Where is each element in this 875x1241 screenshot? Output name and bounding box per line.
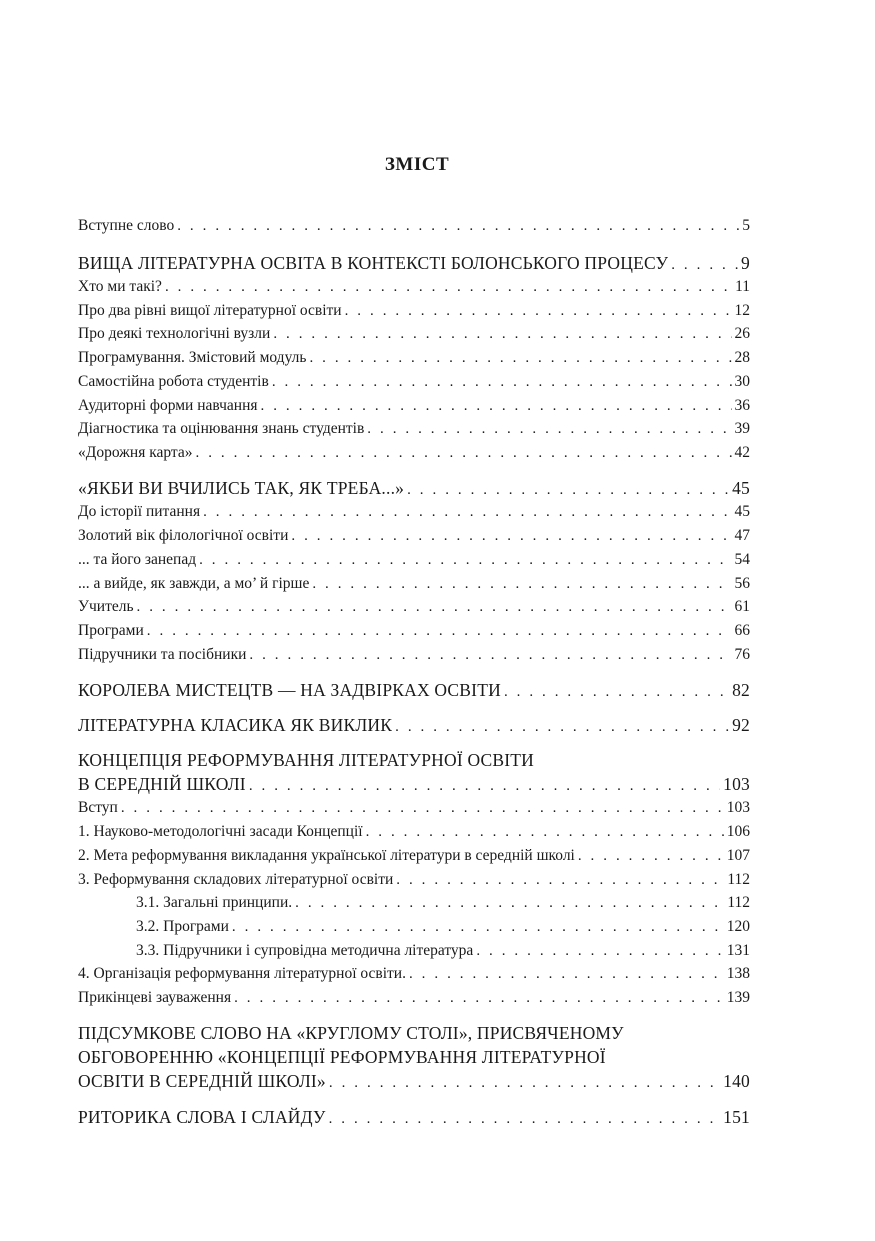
leader-dots (165, 277, 732, 297)
toc-entry[interactable] (78, 964, 750, 984)
section-title-line: ОБГОВОРЕННЮ «КОНЦЕПЦІЇ РЕФОРМУВАННЯ ЛІТЕРАТУРНОЇ (78, 1047, 606, 1067)
toc-entry[interactable] (78, 870, 750, 890)
entry-page: 9 (741, 253, 750, 273)
toc-entry[interactable] (78, 396, 750, 416)
entry-page: 28 (734, 349, 750, 366)
leader-dots (177, 216, 739, 236)
section-title: В СЕРЕДНІЙ ШКОЛІ (78, 774, 246, 794)
toc-entry[interactable] (78, 502, 750, 522)
section-title: ЛІТЕРАТУРНА КЛАСИКА ЯК ВИКЛИК (78, 715, 393, 735)
entry-title: 3.1. Загальні принципи. (136, 894, 293, 911)
toc-section[interactable] (78, 1071, 750, 1093)
page-title: ЗМІСТ (384, 154, 450, 175)
leader-dots (295, 893, 724, 913)
section-title-line: ПІДСУМКОВЕ СЛОВО НА «КРУГЛОМУ СТОЛІ», ПРИСВЯЧЕНОМУ (78, 1023, 624, 1043)
entry-title: Діагностика та оцінювання знань студентів (78, 420, 365, 437)
section-title-line: КОНЦЕПЦІЯ РЕФОРМУВАННЯ ЛІТЕРАТУРНОЇ ОСВІТИ (78, 750, 535, 770)
entry-page: 103 (726, 799, 750, 816)
toc-section[interactable] (78, 680, 750, 702)
leader-dots (578, 846, 724, 866)
entry-page: 112 (727, 871, 750, 888)
toc-entry[interactable] (78, 822, 750, 842)
entry-page: 45 (734, 503, 750, 520)
entry-page: 82 (732, 680, 750, 700)
entry-page: 120 (726, 918, 750, 935)
leader-dots (396, 870, 724, 890)
leader-dots (395, 717, 729, 737)
entry-title: «Дорожня карта» (78, 444, 193, 461)
leader-dots (273, 324, 731, 344)
leader-dots (203, 502, 731, 522)
leader-dots (199, 550, 731, 570)
toc-entry[interactable] (78, 301, 750, 321)
leader-dots (345, 301, 732, 321)
leader-dots (312, 574, 731, 594)
entry-page: 12 (734, 302, 750, 319)
toc-entry[interactable] (78, 597, 750, 617)
leader-dots (234, 988, 724, 1008)
leader-dots (329, 1073, 720, 1093)
entry-page: 140 (723, 1071, 750, 1091)
entry-page: 92 (732, 715, 750, 735)
section-title: ВИЩА ЛІТЕРАТУРНА ОСВІТА В КОНТЕКСТІ БОЛОНСЬКОГО ПРОЦЕСУ (78, 253, 669, 273)
toc-entry[interactable] (78, 277, 750, 297)
entry-title: Аудиторні форми навчання (78, 397, 258, 414)
toc-subentry[interactable] (136, 941, 750, 961)
entry-title: Вступне слово (78, 217, 175, 234)
toc-entry[interactable] (78, 621, 750, 641)
leader-dots (232, 917, 724, 937)
entry-page: 131 (726, 942, 750, 959)
toc-subentry[interactable] (136, 893, 750, 913)
entry-title: 4. Організація реформування літературної освіти. (78, 965, 406, 982)
toc-subentry[interactable] (136, 917, 750, 937)
entry-title: Самостійна робота студентів (78, 373, 269, 390)
entry-title: Підручники та посібники (78, 646, 247, 663)
section-title: КОРОЛЕВА МИСТЕЦТВ — НА ЗАДВІРКАХ ОСВІТИ (78, 680, 501, 700)
leader-dots (409, 964, 724, 984)
toc-entry[interactable] (78, 798, 750, 818)
section-title: ОСВІТИ В СЕРЕДНІЙ ШКОЛІ» (78, 1071, 326, 1091)
toc-entry[interactable] (78, 372, 750, 392)
toc-entry[interactable] (78, 216, 750, 236)
entry-page: 61 (734, 598, 750, 615)
entry-page: 45 (732, 478, 750, 498)
entry-title: 3.3. Підручники і супровідна методична література (136, 942, 474, 959)
entry-page: 5 (742, 217, 750, 234)
toc-entry[interactable] (78, 574, 750, 594)
entry-page: 66 (734, 622, 750, 639)
entry-title: Про два рівні вищої літературної освіти (78, 302, 342, 319)
entry-page: 36 (734, 397, 750, 414)
entry-page: 106 (726, 823, 750, 840)
entry-page: 56 (734, 575, 750, 592)
entry-title: ... а вийде, як завжди, а мо’ й гірше (78, 575, 310, 592)
entry-page: 76 (734, 646, 750, 663)
leader-dots (137, 597, 732, 617)
entry-title: Хто ми такі? (78, 278, 162, 295)
entry-title: 1. Науково-методологічні засади Концепції (78, 823, 363, 840)
entry-title: До історії питання (78, 503, 201, 520)
toc-entry[interactable] (78, 348, 750, 368)
section-title: «ЯКБИ ВИ ВЧИЛИСЬ ТАК, ЯК ТРЕБА...» (78, 478, 405, 498)
entry-page: 138 (726, 965, 750, 982)
leader-dots (249, 776, 720, 796)
entry-page: 42 (734, 444, 750, 461)
leader-dots (671, 255, 738, 275)
toc-entry[interactable] (78, 988, 750, 1008)
entry-page: 11 (735, 278, 750, 295)
entry-page: 54 (734, 551, 750, 568)
leader-dots (261, 396, 732, 416)
leader-dots (366, 822, 724, 842)
entry-title: Про деякі технологічні вузли (78, 325, 271, 342)
toc-entry[interactable] (78, 526, 750, 546)
entry-page: 151 (723, 1107, 750, 1127)
entry-page: 139 (726, 989, 750, 1006)
entry-title: 2. Мета реформування викладання української літератури в середній школі (78, 847, 575, 864)
toc-entry[interactable] (78, 550, 750, 570)
toc-section[interactable] (78, 715, 750, 737)
section-title: РИТОРИКА СЛОВА І СЛАЙДУ (78, 1107, 326, 1127)
entry-page: 112 (727, 894, 750, 911)
entry-title: 3. Реформування складових літературної освіти (78, 871, 394, 888)
leader-dots (407, 480, 729, 500)
entry-title: Програмування. Змістовий модуль (78, 349, 307, 366)
leader-dots (291, 526, 731, 546)
entry-title: ... та його занепад (78, 551, 197, 568)
toc-section[interactable] (78, 1107, 750, 1129)
entry-title: Вступ (78, 799, 118, 816)
toc-section[interactable] (78, 478, 750, 500)
entry-title: Програми (78, 622, 144, 639)
leader-dots (121, 798, 724, 818)
entry-page: 39 (734, 420, 750, 437)
entry-title: Учитель (78, 598, 134, 615)
entry-page: 26 (734, 325, 750, 342)
toc-section[interactable] (78, 774, 750, 796)
leader-dots (249, 645, 731, 665)
entry-title: Золотий вік філологічної освіти (78, 527, 289, 544)
leader-dots (504, 682, 729, 702)
entry-page: 30 (734, 373, 750, 390)
entry-page: 107 (726, 847, 750, 864)
toc-entry[interactable] (78, 324, 750, 344)
toc-entry[interactable] (78, 846, 750, 866)
entry-title: 3.2. Програми (136, 918, 229, 935)
entry-page: 103 (723, 774, 750, 794)
leader-dots (309, 348, 731, 368)
leader-dots (476, 941, 723, 961)
toc-entry[interactable] (78, 645, 750, 665)
entry-page: 47 (734, 527, 750, 544)
toc-entry[interactable] (78, 443, 750, 463)
entry-title: Прикінцеві зауваження (78, 989, 232, 1006)
toc-entry[interactable] (78, 419, 750, 439)
toc-section[interactable] (78, 253, 750, 275)
leader-dots (272, 372, 732, 392)
leader-dots (329, 1109, 721, 1129)
leader-dots (196, 443, 732, 463)
leader-dots (147, 621, 732, 641)
leader-dots (367, 419, 731, 439)
